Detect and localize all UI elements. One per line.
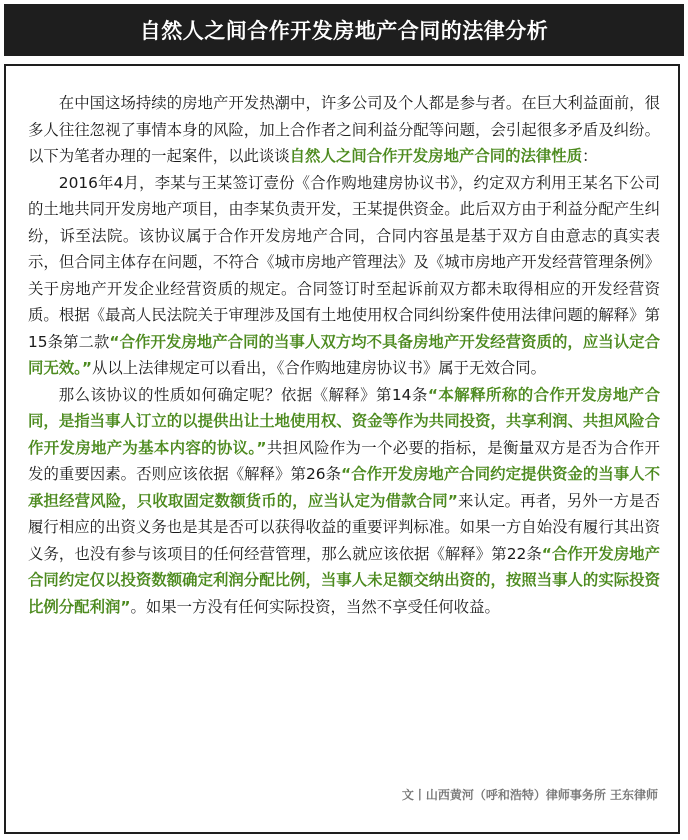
article-title: 自然人之间合作开发房地产合同的法律分析 bbox=[139, 19, 549, 43]
case-text: 2016年4月，李某与王某签订壹份《合作购地建房协议书》，约定双方利用王某名下公司的土地共同开发房地产项目，由李某负责开发，王某提供资金。此后双方由于利益分配产生纠纷，诉至法院。该协议属于合作开发房地产合同，合同内容虽是基于双方自由意志的真实表示，但合同主体存在问题，不符合《城市房地产管理法》及《城市房地产开发经营管理条例》关于房地产开发企业经营资质的规定。合同签订时至起诉前双方都未取得相应的开发经营资质。根据《最高人民法院关于审理涉及国有土地使用权合同纠纷案件使用法律问题的解释》第15条第二款 bbox=[28, 173, 660, 351]
analysis-highlight-3: “合作开发房地产合同约定仅以投资数额确定利润分配比例，当事人未足额交纳出资的，按照当事人的实际投资比例分配利润” bbox=[28, 544, 660, 616]
paragraph-case bbox=[28, 170, 660, 382]
analysis-text-a: 那么该协议的性质如何确定呢？依据《解释》第14条 bbox=[58, 385, 428, 404]
case-tail: 从以上法律规定可以看出，《合作购地建房协议书》属于无效合同。 bbox=[91, 359, 547, 377]
intro-text: 在中国这场持续的房地产开发热潮中，许多公司及个人都是参与者。在巨大利益面前，很多人往往忽视了事情本身的风险，加上合作者之间利益分配等问题，会引起很多矛盾及纠纷。以下为笔者办理的一起案件，以此谈谈 bbox=[28, 94, 660, 165]
analysis-highlight-2: “合作开发房地产合同约定提供资金的当事人不承担经营风险，只收取固定数额货币的，应当认定为借款合同” bbox=[28, 465, 660, 510]
article-body bbox=[28, 90, 660, 620]
case-highlight: “合作开发房地产合同的当事人双方均不具备房地产开发经营资质的，应当认定合同无效。” bbox=[28, 332, 660, 377]
analysis-text-b: 共担风险作为一个必要的指标，是衡量双方是否为合作开发的重要因素。否则应该依据《解释》第26条 bbox=[28, 438, 660, 483]
analysis-text-c: 来认定。再者，另外一方是否履行相应的出资义务也是其是否可以获得收益的重要评判标准。如果一方自始没有履行其出资义务，也没有参与该项目的任何经营管理，那么就应该依据《解释》第22条 bbox=[28, 491, 660, 563]
analysis-text-d: 。如果一方没有任何实际投资，当然不享受任何收益。 bbox=[130, 597, 500, 616]
paragraph-intro bbox=[28, 90, 660, 170]
intro-tail: ： bbox=[582, 147, 598, 165]
article-title-bar bbox=[4, 4, 684, 56]
source-credit: 文丨山西黄河（呼和浩特）律师事务所 王东律师 bbox=[401, 788, 658, 802]
intro-highlight: 自然人之间合作开发房地产合同的法律性质 bbox=[289, 147, 583, 165]
paragraph-analysis bbox=[28, 382, 660, 621]
analysis-highlight-1: “本解释所称的合作开发房地产合同，是指当事人订立的以提供出让土地使用权、资金等作为共同投资，共享利润、共担风险合作开发房地产为基本内容的协议。” bbox=[28, 385, 660, 457]
